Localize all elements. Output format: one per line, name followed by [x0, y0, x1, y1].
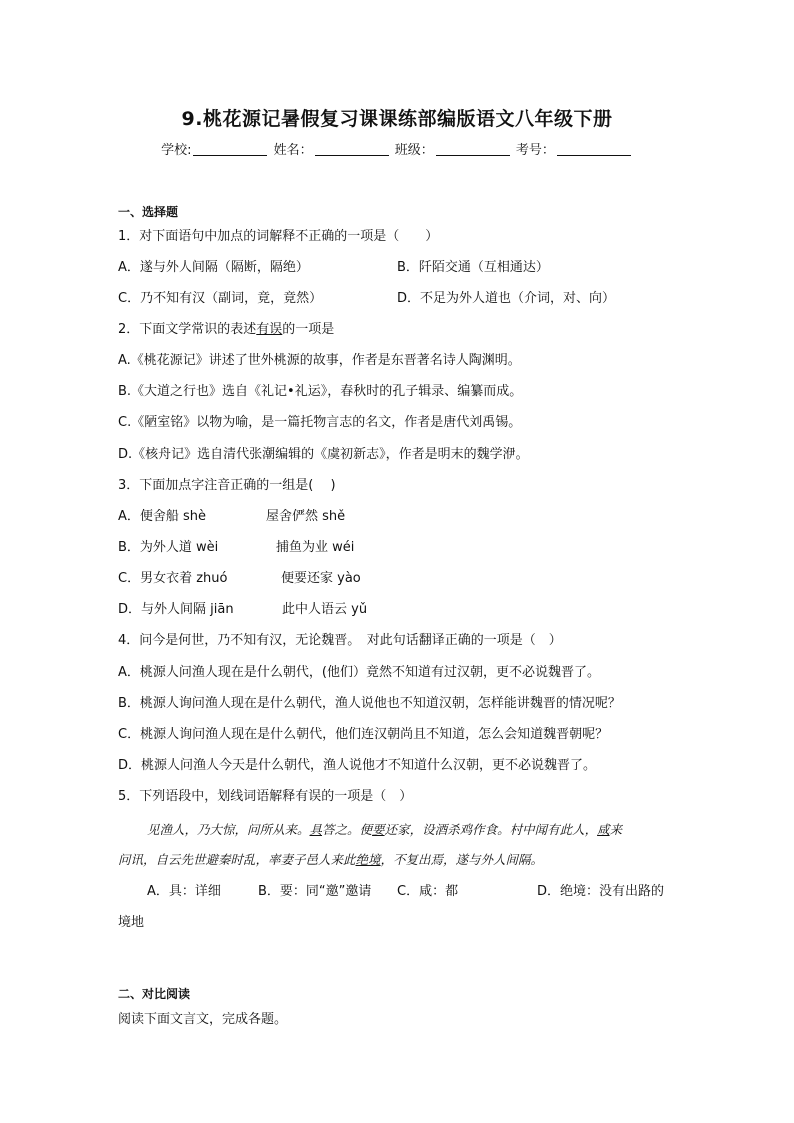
page-title: 9.桃花源记暑假复习课课练部编版语文八年级下册: [181, 108, 613, 130]
student-info-row: [0, 139, 794, 158]
passage-text: 还家，设酒杀鸡作食。村中闻有此人，: [384, 822, 598, 837]
question-1-option-d: D．不足为外人道也（介词，对、向）: [397, 291, 616, 306]
passage-text: 答之。便: [322, 822, 373, 837]
question-3-option-c-second: 便要还家 yào: [281, 571, 361, 586]
question-5-option-a: A．具：详细: [147, 884, 221, 899]
section-heading-2: 二、对比阅读: [118, 987, 191, 1001]
school-blank[interactable]: [193, 143, 267, 156]
question-5-option-c: C．咸：都: [397, 884, 459, 899]
name-label: 姓名：: [273, 143, 313, 158]
question-1-option-b: B．阡陌交通（互相通达）: [397, 260, 549, 275]
question-1-option-a: A．遂与外人间隔（隔断，隔绝）: [118, 260, 309, 275]
passage-text: ，不复出焉，遂与外人间隔。: [380, 852, 544, 867]
question-4-option-c: C．桃源人询问渔人现在是什么朝代，他们连汉朝尚且不知道，怎么会知道魏晋朝呢？: [118, 727, 609, 742]
question-3-option-d-second: 此中人语云 yǔ: [282, 602, 368, 617]
question-2-option-a: A.《桃花源记》讲述了世外桃源的故事，作者是东晋著名诗人陶渊明。: [118, 353, 521, 368]
question-3-stem: 3．下面加点字注音正确的一组是( ): [118, 478, 336, 493]
section-2-intro: 阅读下面文言文，完成各题。: [118, 1012, 288, 1027]
question-5-passage-line-1: [147, 821, 622, 839]
question-1-stem: 1．对下面语句中加点的词解释不正确的一项是（ ）: [118, 229, 439, 244]
question-4-option-a: A．桃源人问渔人现在是什么朝代，(他们）竟然不知道有过汉朝，更不必说魏晋了。: [118, 665, 600, 680]
question-3-option-a: A．便舍船 shè: [118, 509, 207, 524]
underlined-word-ju: 具: [309, 822, 323, 837]
question-3-option-d: D．与外人间隔 jiān: [118, 602, 234, 617]
underlined-word-yao: 要: [372, 822, 385, 837]
question-5-stem: 5．下列语段中，划线词语解释有误的一项是（ ）: [118, 789, 413, 804]
underlined-word-juejing: 绝境: [355, 852, 381, 867]
question-4-option-d: D．桃源人问渔人今天是什么朝代，渔人说他才不知道什么汉朝，更不必说魏晋了。: [118, 758, 597, 773]
question-3-option-b: B．为外人道 wèi: [118, 540, 219, 555]
question-4-option-b: B．桃源人询问渔人现在是什么朝代，渔人说他也不知道汉朝，怎样能讲魏晋的情况呢？: [118, 696, 621, 711]
question-4-stem: 4．问今是何世，乃不知有汉，无论魏晋。 对此句话翻译正确的一项是（ ）: [118, 633, 562, 648]
section-heading-1: 一、选择题: [118, 205, 179, 219]
question-5-passage-line-2: [118, 851, 543, 869]
question-5-option-d: D．绝境：没有出路的: [537, 884, 665, 899]
question-2-stem-end: 的一项是: [282, 322, 335, 337]
question-2-option-c: C.《陋室铭》以物为喻，是一篇托物言志的名文，作者是唐代刘禹锡。: [118, 415, 522, 430]
question-3-option-a-second: 屋舍俨然 shě: [266, 509, 346, 524]
name-blank[interactable]: [315, 143, 389, 156]
question-3-option-c: C．男女衣着 zhuó: [118, 571, 228, 586]
question-5-option-b: B．要：同“邀”邀请: [258, 884, 372, 899]
school-label: 学校:: [161, 143, 192, 158]
question-5-option-d-continued: 境地: [118, 915, 145, 930]
class-label: 班级：: [394, 143, 434, 158]
underlined-word-xian: 咸: [597, 822, 610, 837]
passage-text: 来: [609, 822, 623, 837]
question-2-stem: [118, 321, 334, 339]
question-2-option-d: D.《核舟记》选自清代张潮编辑的《虞初新志》，作者是明末的魏学洢。: [118, 447, 529, 462]
question-3-option-b-second: 捕鱼为业 wéi: [276, 540, 355, 555]
question-2-option-b: B.《大道之行也》选自《礼记•礼运》，春秋时的孔子辑录、编纂而成。: [118, 384, 523, 399]
passage-text: 见渔人，乃大惊，问所从来。: [147, 822, 310, 837]
number-blank[interactable]: [557, 143, 631, 156]
question-2-stem-text: 2．下面文学常识的表述: [118, 322, 257, 337]
passage-text: 问讯，自云先世避秦时乱，率妻子邑人来此: [118, 852, 356, 867]
question-2-underlined: 有误: [256, 322, 283, 337]
class-blank[interactable]: [436, 143, 510, 156]
question-1-option-c: C．乃不知有汉（副词，竟，竟然）: [118, 291, 323, 306]
number-label: 考号：: [515, 143, 555, 158]
